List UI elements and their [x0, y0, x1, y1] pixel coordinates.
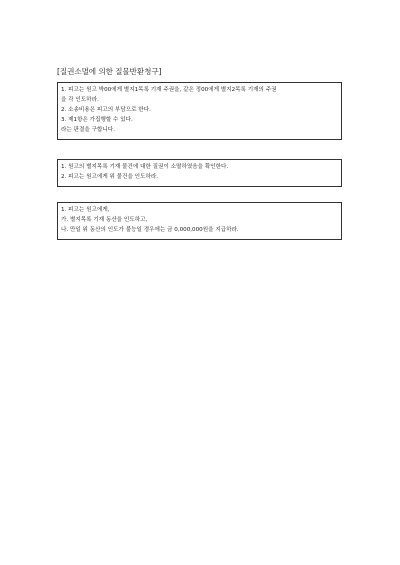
claim-text-box — [57, 82, 342, 140]
alternative-line: 가. 별지목록 기재 동산을 인도하고, — [61, 217, 148, 223]
confirmation-text-box — [57, 159, 342, 187]
section-heading: [질권소멸에 의한 질물반환청구] — [57, 67, 162, 76]
claim-line: 3. 제1항은 가집행할 수 있다. — [61, 117, 133, 123]
claim-line: 1. 피고는 원고 박00에게 별지1목록 기재 주권을, 같은 정00에게 별지2목록 기재의 주권 — [61, 87, 277, 93]
claim-line: 2. 소송비용은 피고의 부담으로 한다. — [61, 107, 151, 113]
confirmation-line: 1. 원고의 별지목록 기재 물건에 대한 질권이 소멸하였음을 확인한다. — [61, 164, 229, 170]
confirmation-line: 2. 피고는 원고에게 위 물건을 인도하라. — [61, 174, 159, 180]
alternative-line: 1. 피고는 원고에게, — [61, 207, 110, 213]
alternative-text-box — [57, 202, 342, 240]
alternative-line: 나. 만일 위 동산의 인도가 불능일 경우에는 금 0,000,000원을 지급하라. — [61, 227, 239, 233]
claim-line: 을 각 인도하라. — [61, 97, 99, 103]
claim-line: 라는 판결을 구합니다. — [61, 127, 115, 133]
